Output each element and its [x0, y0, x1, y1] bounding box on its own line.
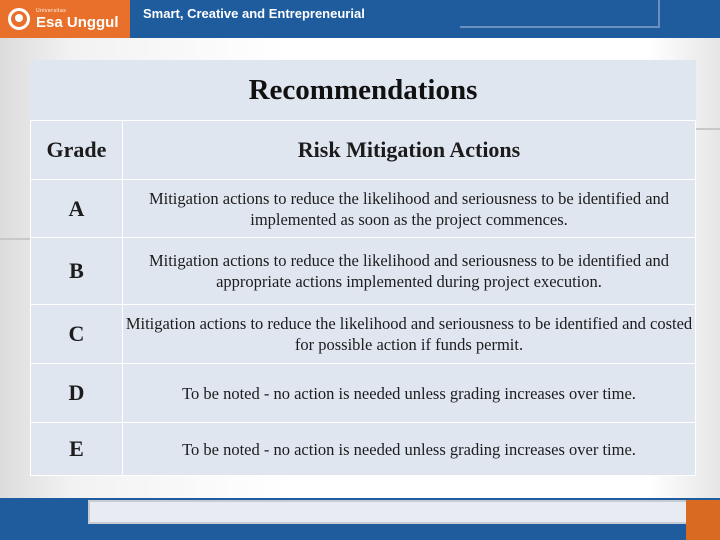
- footer-panel: [88, 500, 688, 524]
- grade-cell: B: [31, 238, 123, 305]
- grade-cell: C: [31, 305, 123, 364]
- banner-decoration: [460, 0, 660, 28]
- table-header-row: [31, 121, 696, 180]
- recommendations-panel: [30, 60, 696, 475]
- table-row: [31, 364, 696, 423]
- recommendations-table: [30, 120, 696, 476]
- background-divider-left: [0, 238, 30, 240]
- logo-name: Esa Unggul: [36, 13, 119, 31]
- column-header-grade: Grade: [31, 121, 123, 180]
- footer-accent: [686, 500, 720, 540]
- action-cell: To be noted - no action is needed unless grading increases over time.: [123, 423, 696, 476]
- tagline: Smart, Creative and Entrepreneurial: [143, 6, 365, 21]
- column-header-actions: Risk Mitigation Actions: [123, 121, 696, 180]
- background-divider-right: [696, 128, 720, 130]
- action-cell: Mitigation actions to reduce the likelihood and seriousness to be identified and implemented as soon as the project commences.: [123, 180, 696, 238]
- university-logo-icon: [8, 8, 30, 30]
- table-row: [31, 423, 696, 476]
- university-logo: [0, 0, 130, 38]
- action-cell: Mitigation actions to reduce the likelihood and seriousness to be identified and appropriate actions implemented during project execution.: [123, 238, 696, 305]
- logo-text: [36, 9, 119, 30]
- grade-cell: E: [31, 423, 123, 476]
- table-row: [31, 238, 696, 305]
- action-cell: Mitigation actions to reduce the likelihood and seriousness to be identified and costed for possible action if funds permit.: [123, 305, 696, 364]
- logo-subtitle: Universitas: [36, 7, 67, 14]
- grade-cell: A: [31, 180, 123, 238]
- action-cell: To be noted - no action is needed unless grading increases over time.: [123, 364, 696, 423]
- slide-title: Recommendations: [248, 73, 478, 106]
- header-banner: [0, 0, 720, 38]
- table-row: [31, 305, 696, 364]
- grade-cell: D: [31, 364, 123, 423]
- table-row: [31, 180, 696, 238]
